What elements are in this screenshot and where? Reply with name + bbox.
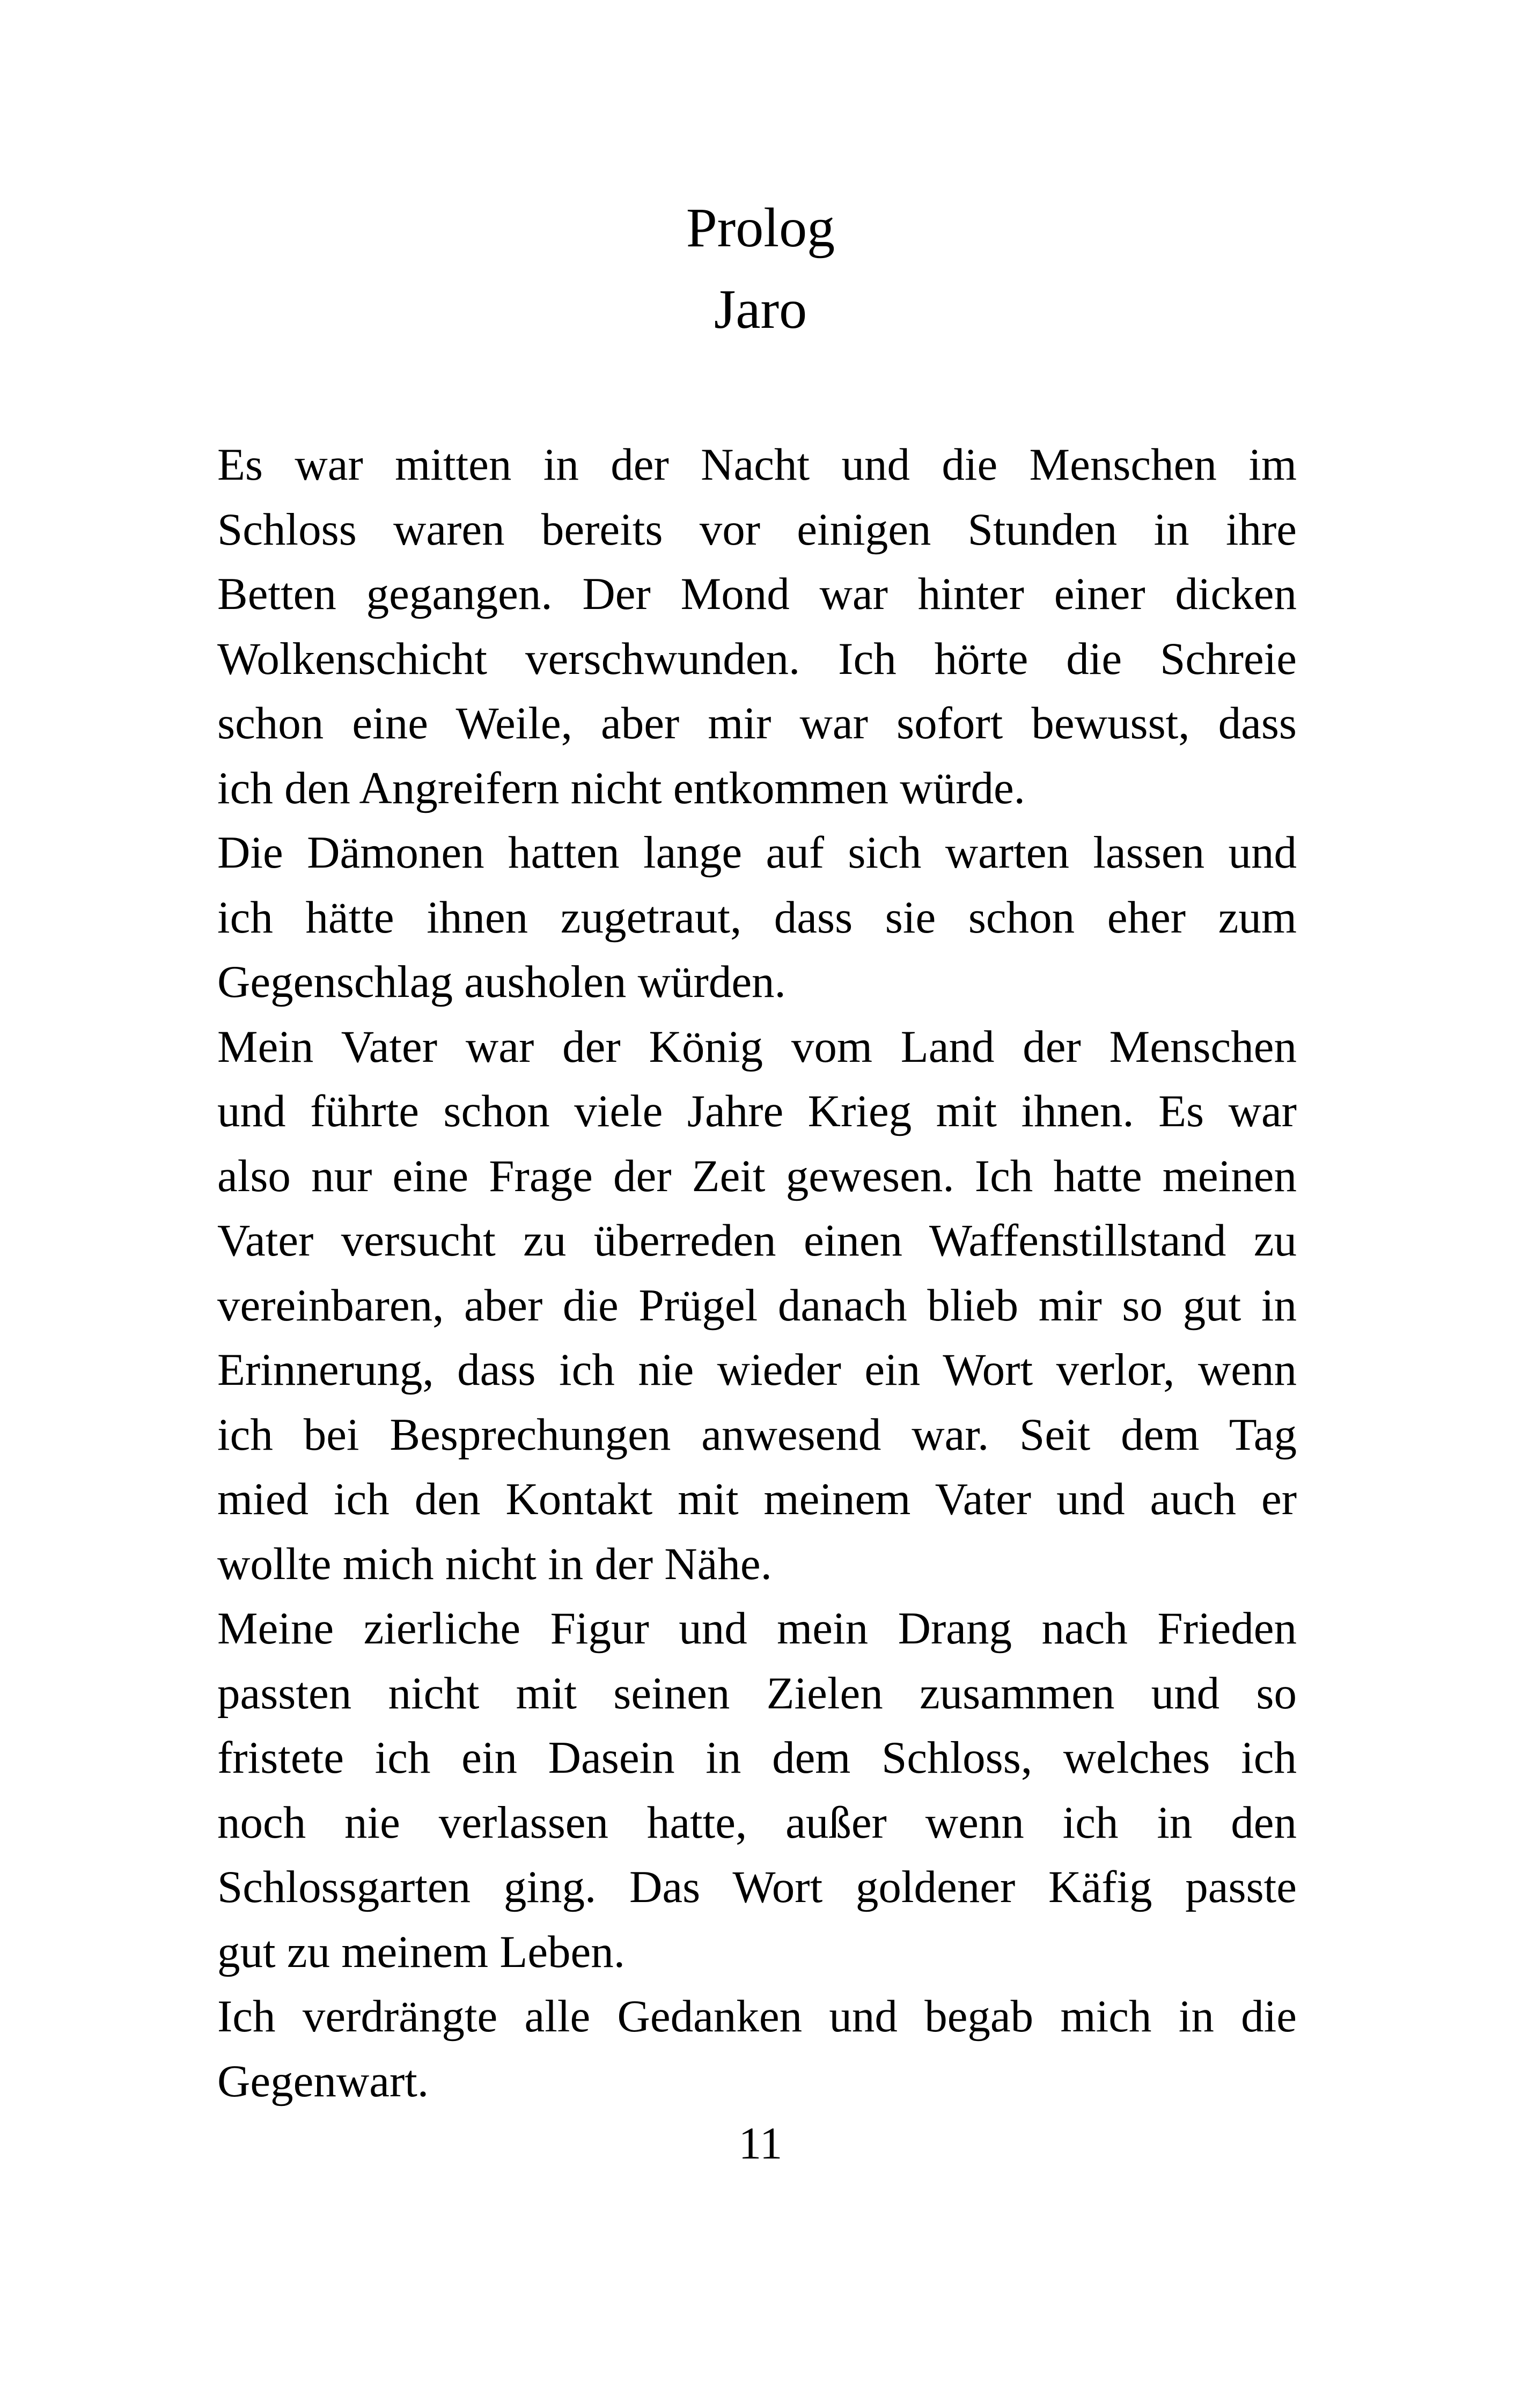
- text-line: vereinbaren, aber die Prügel danach blieb mir so gut in: [217, 1280, 1297, 1331]
- text-line: Vater versucht zu überreden einen Waffenstillstand zu: [217, 1215, 1297, 1266]
- text-line: fristete ich ein Dasein in dem Schloss, welches ich: [217, 1732, 1297, 1783]
- text-line: Ich verdrängte alle Gedanken und begab mich in die: [217, 1991, 1297, 2042]
- text-line: Mein Vater war der König vom Land der Menschen: [217, 1021, 1297, 1072]
- text-line: passten nicht mit seinen Zielen zusammen und so: [217, 1668, 1297, 1719]
- text-line: mied ich den Kontakt mit meinem Vater und auch er: [217, 1474, 1297, 1524]
- paragraph-1: [217, 432, 1297, 820]
- paragraph-4: [217, 1596, 1297, 1984]
- text-line: Schloss waren bereits vor einigen Stunden in ihre: [217, 504, 1297, 555]
- body-text: [217, 432, 1297, 2113]
- text-line: Schlossgarten ging. Das Wort goldener Käfig passte: [217, 1862, 1297, 1912]
- text-line: schon eine Weile, aber mir war sofort bewusst, dass: [217, 698, 1297, 748]
- text-line: Es war mitten in der Nacht und die Menschen im: [217, 439, 1297, 490]
- text-line: wollte mich nicht in der Nähe.: [217, 1538, 772, 1589]
- chapter-subtitle: Jaro: [714, 278, 807, 340]
- page-number: 11: [738, 2118, 783, 2169]
- text-line: gut zu meinem Leben.: [217, 1926, 626, 1977]
- text-line: Wolkenschicht verschwunden. Ich hörte die Schreie: [217, 633, 1297, 684]
- paragraph-3: [217, 1015, 1297, 1597]
- text-line: Die Dämonen hatten lange auf sich warten lassen und: [217, 827, 1297, 878]
- text-line: ich bei Besprechungen anwesend war. Seit dem Tag: [217, 1409, 1297, 1460]
- text-line: ich hätte ihnen zugetraut, dass sie schon eher zum: [217, 892, 1297, 943]
- text-line: Erinnerung, dass ich nie wieder ein Wort verlor, wenn: [217, 1345, 1297, 1395]
- text-line: Gegenschlag ausholen würden.: [217, 957, 786, 1007]
- paragraph-5: [217, 1984, 1297, 2113]
- chapter-title: Prolog: [686, 197, 835, 259]
- text-line: und führte schon viele Jahre Krieg mit ihnen. Es war: [217, 1086, 1297, 1136]
- text-line: noch nie verlassen hatte, außer wenn ich in den: [217, 1797, 1297, 1848]
- text-line: Betten gegangen. Der Mond war hinter einer dicken: [217, 569, 1297, 619]
- text-line: ich den Angreifern nicht entkommen würde.: [217, 762, 1025, 813]
- paragraph-2: [217, 820, 1297, 1015]
- text-line: Gegenwart.: [217, 2055, 429, 2106]
- text-line: Meine zierliche Figur und mein Drang nach Frieden: [217, 1603, 1297, 1654]
- text-line: also nur eine Frage der Zeit gewesen. Ich hatte meinen: [217, 1150, 1297, 1201]
